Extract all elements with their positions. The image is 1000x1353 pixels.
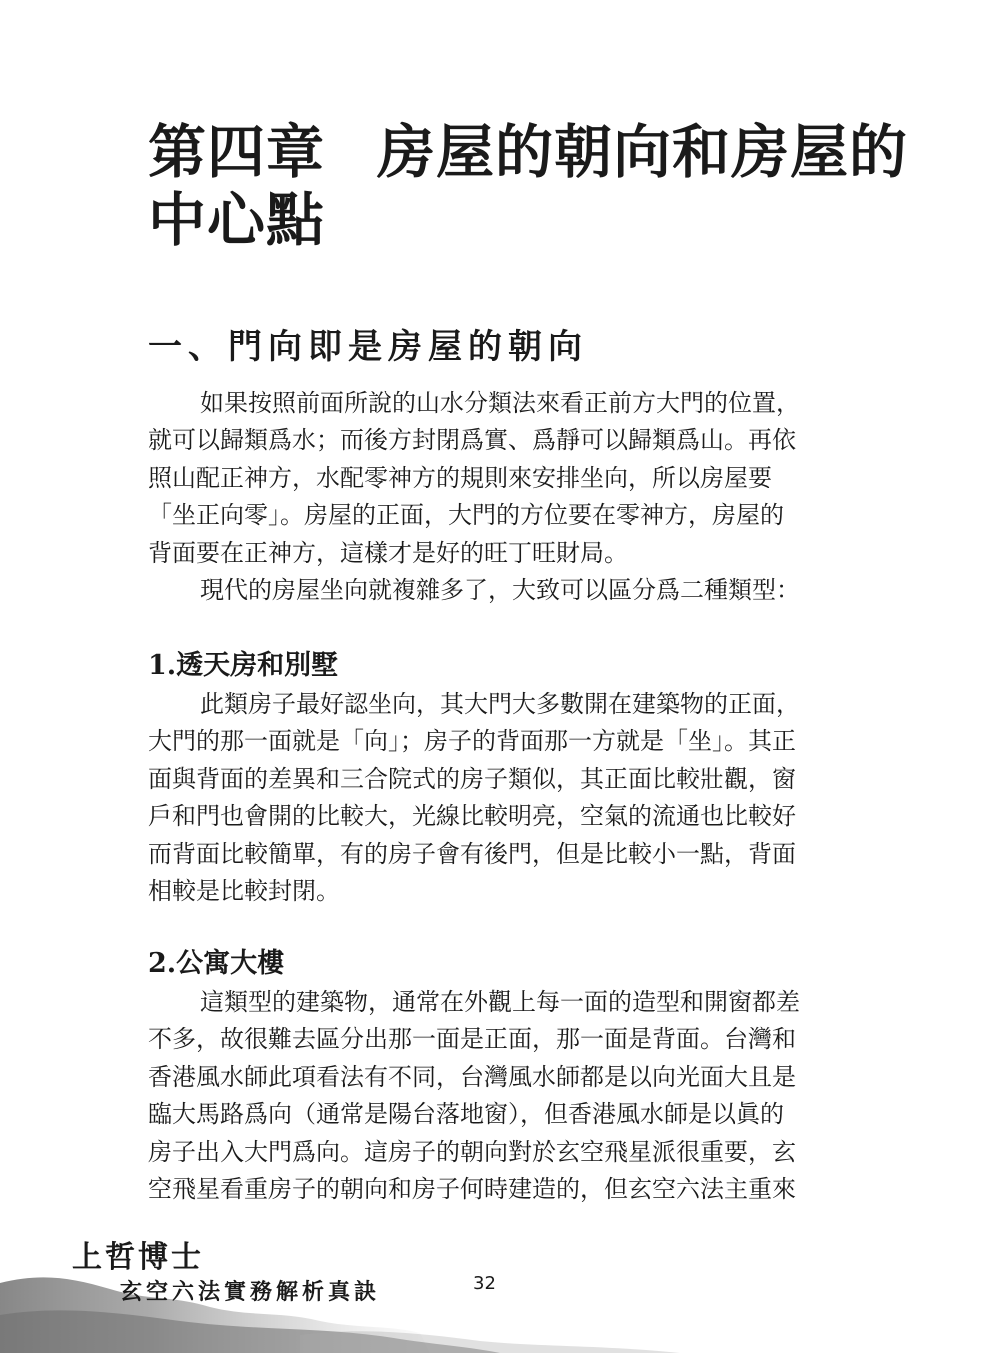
text-line: 而背面比較簡單，有的房子會有後門，但是比較小一點，背面 — [148, 839, 796, 868]
text-line: 現代的房屋坐向就複雜多了，大致可以區分爲二種類型： — [200, 576, 800, 605]
section-heading: 一、門向即是房屋的朝向 — [148, 327, 588, 367]
footer-book-title: 玄空六法實務解析真訣 — [120, 1279, 381, 1305]
text-line: 背面要在正神方，這樣才是好的旺丁旺財局。 — [148, 538, 628, 567]
chapter-title-line-2: 中心點 — [148, 186, 326, 254]
text-line: 照山配正神方，水配零神方的規則來安排坐向，所以房屋要 — [148, 463, 772, 492]
sub-heading-apartment: 2.公寓大樓 — [148, 948, 285, 979]
text-line: 此類房子最好認坐向，其大門大多數開在建築物的正面， — [200, 690, 800, 718]
text-line: 戶和門也會開的比較大，光線比較明亮，空氣的流通也比較好 — [148, 802, 796, 831]
text-line: 就可以歸類爲水；而後方封閉爲實、爲靜可以歸類爲山。再依 — [148, 426, 796, 455]
sub-heading-townhouse: 1.透天房和別墅 — [148, 650, 339, 681]
chapter-number: 第四章 — [148, 118, 326, 186]
footer-author: 上哲博士 — [72, 1240, 204, 1275]
text-line: 臨大馬路爲向（通常是陽台落地窗），但香港風水師是以眞的 — [148, 1100, 784, 1129]
text-line: 香港風水師此項看法有不同，台灣風水師都是以向光面大且是 — [148, 1062, 796, 1091]
text-line: 大門的那一面就是「向」；房子的背面那一方就是「坐」。其正 — [148, 727, 796, 756]
text-line: 房子出入大門爲向。這房子的朝向對於玄空飛星派很重要，玄 — [148, 1137, 796, 1166]
paragraph-townhouse — [148, 686, 838, 910]
text-line: 不多，故很難去區分出那一面是正面，那一面是背面。台灣和 — [148, 1025, 796, 1054]
text-line: 空飛星看重房子的朝向和房子何時建造的，但玄空六法主重來 — [148, 1175, 796, 1204]
chapter-title-line-1 — [148, 118, 909, 186]
text-line: 如果按照前面所說的山水分類法來看正前方大門的位置， — [200, 389, 800, 417]
paragraph-apartment — [148, 984, 838, 1208]
page-number: 32 — [473, 1273, 496, 1294]
text-line: 面與背面的差異和三合院式的房子類似，其正面比較壯觀，窗 — [148, 764, 796, 793]
text-line: 「坐正向零」。房屋的正面，大門的方位要在零神方，房屋的 — [148, 501, 784, 530]
chapter-title-text: 房屋的朝向和房屋的 — [377, 118, 909, 186]
chapter-title — [148, 118, 909, 254]
text-line: 相較是比較封閉。 — [148, 877, 340, 906]
text-line: 這類型的建築物，通常在外觀上每一面的造型和開窗都差 — [200, 988, 800, 1016]
paragraph-intro — [148, 385, 838, 609]
